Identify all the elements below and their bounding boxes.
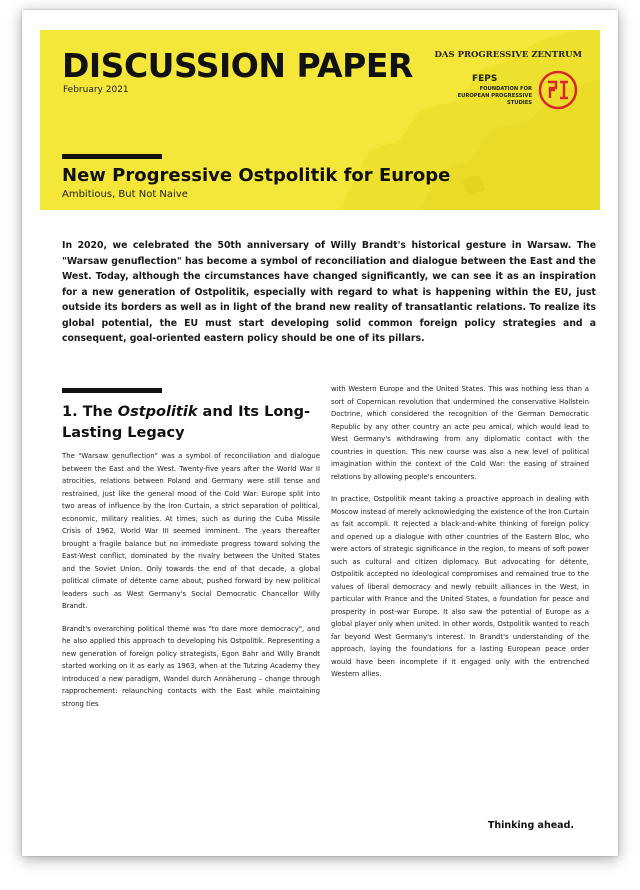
paragraph: Brandt's overarching political theme was "to dare more democracy", and he also applied this approach to developing his Ostpolitik. Representing a new generation of foreign policy strategists, Egon Bahr and Willy Brandt started working on it as early as 1963, when at the Tutzing Academy they introduced a new paradigm, Wandel durch Annäherung – change through rapprochement: relaunching contacts with the East while maintaining strong ties <box>62 624 320 708</box>
paragraph: In practice, Ostpolitik meant taking a proactive approach in dealing with Moscow instead of merely acknowledging the existence of the Iron Curtain as fait accompli. It rejected a black-and-white thinking of foreign policy and opened up a dialogue with other countries of the Eastern Bloc, who were actors of strategic significance in the region, to means of soft power such as cultural and citizen diplomacy. But advocating for détente, Ostpolitik accepted no ideological compromises and remained true to the values of liberal democracy and newly rebuilt alliances in the West, in particular with France and the United States, a foundation for peace and prosperity in post-war Europe. It also saw the potential of Europe as a global player only when united. In other words, Ostpolitik wanted to reach far beyond West Germany's interest. In Brandt's understanding of the approach, laying the foundations for a lasting European peace order would have been incomplete if it engaged only with the entrenched Western allies. <box>331 495 589 678</box>
section-number: 1. The <box>62 404 113 420</box>
section-title-rest: and Its Long-Lasting Legacy <box>62 404 311 441</box>
paragraph: The "Warsaw genuflection" was a symbol of reconciliation and dialogue between the East and the West. Twenty-five years after the World War II atrocities, relations between Poland and Germany were still tense and restrained, just like the general mood of the Cold War: Europe split into two areas of influence by the Iron Curtain, a strict separation of political, economic, military realities. At times, such as during the Cuba Missile Crisis of 1962, World War III seemed imminent. The years thereafter brought a fragile balance but no immediate progress toward solving the East-West conflict, dominated by the rivalry between the United States and the Soviet Union. Only towards the end of that decade, a global political climate of détente came about, pushed forward by new political leaders such as West Germany's Social Democratic Chancellor Willy Brandt. <box>62 452 320 610</box>
title-rule <box>62 154 162 159</box>
feps-full-name: FOUNDATION FOR EUROPEAN PROGRESSIVE STUDIES <box>457 86 532 106</box>
paper-title: New Progressive Ostpolitik for Europe <box>62 165 451 186</box>
feps-logo-icon <box>538 70 578 110</box>
section-heading <box>62 402 312 444</box>
org-name: DAS PROGRESSIVE ZENTRUM <box>434 50 582 60</box>
paragraph: with Western Europe and the United States. This was nothing less than a sort of Copernican revolution that undermined the conservative Hallstein Doctrine, which considered the recognition of the German Democratic Republic by any other country an acte peu amical, which would lead to West Germany's withdrawing from any diplomatic contact with the countries in question. This new course was also a new level of political imagination within the context of the Cold War: the easing of strained relations by allowing people's encounters. <box>331 385 589 481</box>
right-column <box>331 383 589 691</box>
paper-page <box>22 10 618 856</box>
publication-date: February 2021 <box>63 85 129 95</box>
series-title: DISCUSSION PAPER <box>62 46 413 85</box>
paper-subtitle: Ambitious, But Not Naive <box>62 189 188 200</box>
section-rule <box>62 388 162 393</box>
left-column <box>62 450 320 720</box>
feps-abbreviation: FEPS <box>472 74 498 84</box>
abstract: In 2020, we celebrated the 50th anniversary of Willy Brandt's historical gesture in Warsaw. The "Warsaw genuflection" has become a symbol of reconciliation and dialogue between the East and the West. Today, although the circumstances have changed significantly, we can see it as an inspiration for a new generation of Ostpolitik, especially with regard to what is happening within the EU, just outside its borders as well as in light of the brand new reality of transatlantic relations. To realize its global potential, the EU must start developing solid common foreign policy strategies and a consequent, goal-oriented eastern policy should be one of its pillars. <box>62 240 596 344</box>
section-title-italic: Ostpolitik <box>117 404 198 420</box>
cover-banner <box>40 30 600 210</box>
tagline: Thinking ahead. <box>487 820 574 831</box>
